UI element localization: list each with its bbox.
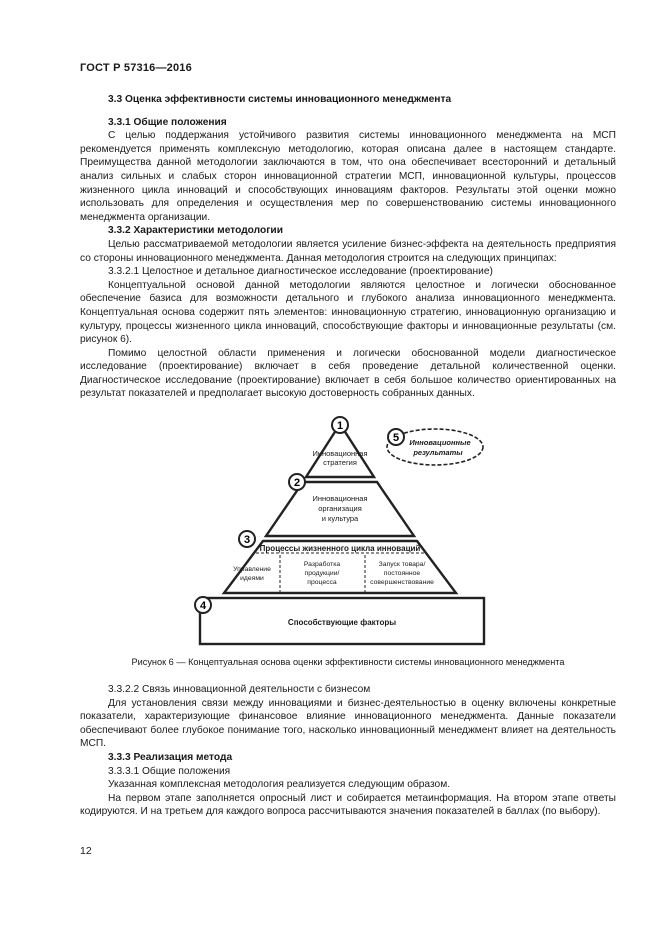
section-3-3-3-1-para-1: Указанная комплексная методология реализуется следующим образом.	[108, 779, 451, 791]
svg-text:1: 1	[336, 420, 344, 432]
label-strategy-1: Инновационная	[312, 449, 368, 458]
svg-text:3: 3	[243, 534, 251, 546]
section-3-3-1-title: 3.3.1 Общие положения	[108, 116, 227, 128]
label-col2-3: процесса	[307, 579, 337, 586]
section-3-3-1-text: С целью поддержания устойчивого развития системы инновационного менеджмента на МСП рекомендуется применять комплексную методологию, которая описана далее в настоящем стандарте. Преимущества данной методологии заключаются в том, что она обеспечивает всесторонний и детальный анализ сильных и слабых сторон инновационной стратегии МСП, инновационной культуры, процессов жизненного цикла инноваций и способствующих инновациям факторов. Результаты этой оценки можно использовать для определения и осуществления мер по совершенствованию системы инновационного менеджмента организации.	[80, 130, 616, 223]
label-processes: Процессы жизненного цикла инноваций	[259, 544, 421, 553]
section-3-3-2-title: 3.3.2 Характеристики методологии	[108, 225, 283, 237]
section-3-3-title: 3.3 Оценка эффективности системы инновационного менеджмента	[108, 94, 452, 105]
label-strategy-2: стратегия	[323, 458, 357, 467]
section-3-3-2-2-title: 3.3.2.2 Связь инновационной деятельности с бизнесом	[108, 684, 371, 695]
section-3-3-2-1-para-1: Концептуальной основой данной методологии являются целостное и логически обоснованное обеспечение базиса для возможности детального и глубокого анализа инновационного менеджмента. Концептуальная основа содержит пять элементов: инновационную стратегию, инновационную организацию и культуру, процессы жизненного цикла инноваций, способствующие факторы и инновационные результаты (см. рисунок 6).	[80, 279, 616, 346]
section-3-3-3-1-title: 3.3.3.1 Общие положения	[108, 765, 231, 777]
badge-2	[289, 474, 305, 490]
label-col2-2: продукции/	[304, 570, 340, 577]
label-results-1: Инновационные	[409, 438, 471, 447]
label-org-3: и культура	[321, 514, 359, 523]
page-number: 12	[80, 845, 92, 857]
label-org-1: Инновационная	[312, 494, 368, 503]
label-results-2: результаты	[413, 448, 463, 457]
svg-text:5: 5	[392, 432, 400, 444]
label-col1-1: Управление	[233, 566, 271, 573]
document-header: ГОСТ Р 57316—2016	[80, 62, 192, 74]
figure-caption: Рисунок 6 — Концептуальная основа оценки эффективности системы инновационного менеджмента	[131, 657, 565, 667]
label-col1-2: идеями	[240, 575, 264, 582]
section-3-3-2-2-text: Для установления связи между инновациями и бизнес-деятельностью в оценку включены конкретные показатели, характеризующие финансовое влияние инновационного менеджмента. Данные показатели обеспечивают более глубокое понимание того, насколько инновационный менеджмент влияет на деятельность МСП.	[80, 697, 616, 750]
text-block-top	[80, 93, 616, 401]
label-col3-2: постоянное	[383, 570, 421, 577]
badge-3	[239, 531, 255, 547]
svg-text:4: 4	[199, 600, 207, 612]
label-col3-1: Запуск товара/	[378, 561, 426, 568]
section-3-3-3-1-para-2: На первом этапе заполняется опросный лист и собирается метаинформация. На втором этапе ответы кодируются. И на третьем для каждого вопроса рассчитываются значения показателей в баллах (по выбору).	[80, 792, 616, 818]
section-3-3-2-text: Целью рассматриваемой методологии является усиление бизнес-эффекта на деятельность предприятия со стороны инновационного менеджмента. Данная методология строится на следующих принципах:	[80, 238, 616, 264]
label-col2-1: Разработка	[303, 561, 341, 568]
badge-1	[332, 417, 348, 433]
badge-4	[195, 597, 211, 613]
section-3-3-2-1-title: 3.3.2.1 Целостное и детальное диагностическое исследование (проектирование)	[108, 266, 493, 278]
text-block-bottom	[80, 683, 616, 819]
svg-text:2: 2	[293, 477, 301, 489]
section-3-3-3-title: 3.3.3 Реализация метода	[108, 751, 233, 763]
label-factors: Способствующие факторы	[287, 618, 397, 627]
label-col3-3: совершенствование	[370, 579, 434, 586]
label-org-2: организация	[318, 504, 362, 513]
figure-6-diagram	[190, 412, 486, 652]
section-3-3-2-1-para-2: Помимо целостной области применения и логически обоснованной модели диагностическое исследование (проектирование) включает в себя проведение детальной количественной оценки. Диагностическое исследование (проектирование) включает в себя большое количество ориентированных на результат показателей и предполагает высокую достоверность собранных данных.	[80, 347, 616, 400]
badge-5	[388, 429, 404, 445]
